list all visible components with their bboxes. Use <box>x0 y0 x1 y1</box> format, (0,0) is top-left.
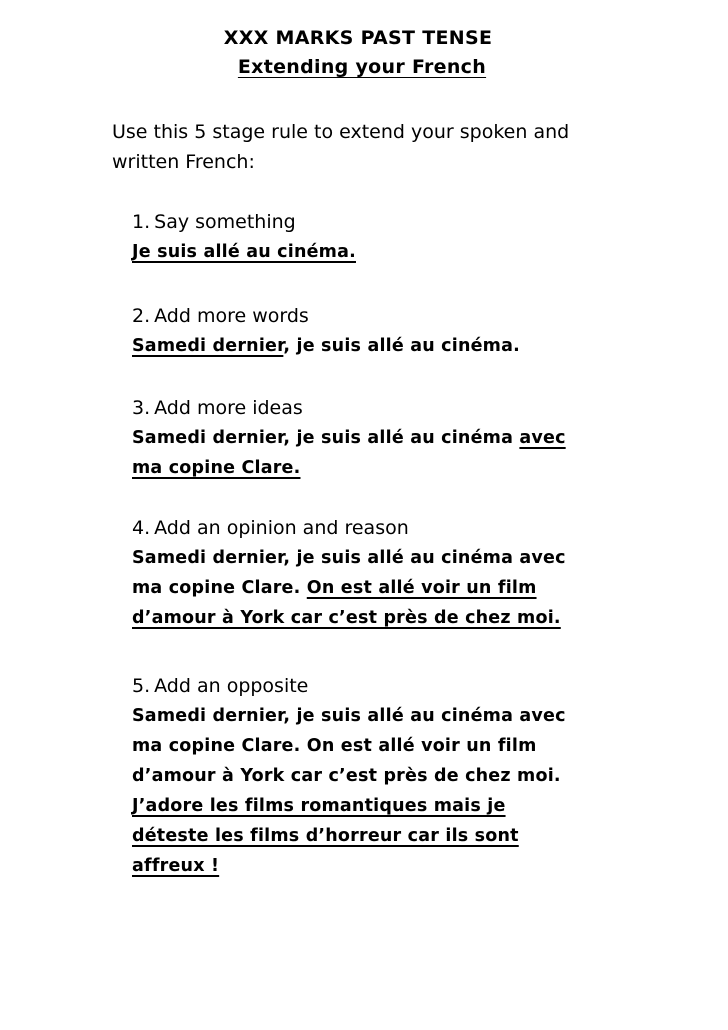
example-line <box>132 821 622 851</box>
stage-1 <box>132 207 622 267</box>
stage-example <box>132 543 622 633</box>
underlined-phrase: d’amour à York car c’est près de chez moi. <box>132 608 561 628</box>
stage-example <box>132 701 622 881</box>
example-line <box>132 331 622 361</box>
stage-5 <box>132 671 622 881</box>
example-line <box>132 237 622 267</box>
page-title: XXX MARKS PAST TENSE <box>223 27 493 49</box>
example-line <box>132 603 622 633</box>
stage-4 <box>132 513 622 633</box>
stage-example <box>132 423 622 483</box>
underlined-phrase: On est allé voir un film <box>306 578 537 598</box>
example-text: Samedi dernier, je suis allé au cinéma <box>132 428 520 448</box>
stage-heading <box>132 393 622 423</box>
example-line <box>132 791 622 821</box>
underlined-phrase: affreux ! <box>132 856 220 876</box>
stage-heading <box>132 301 622 331</box>
example-text: Samedi dernier, je suis allé au cinéma avec <box>132 548 566 568</box>
example-line <box>132 423 622 453</box>
example-line <box>132 543 622 573</box>
stage-number: 4. <box>132 517 151 539</box>
stage-example <box>132 237 622 267</box>
stage-number: 2. <box>132 305 151 327</box>
stage-number: 1. <box>132 211 151 233</box>
example-line <box>132 573 622 603</box>
underlined-phrase: Samedi dernier <box>132 336 284 356</box>
example-line <box>132 851 622 881</box>
underlined-phrase: déteste les films d’horreur car ils sont <box>132 826 519 846</box>
stage-number: 3. <box>132 397 151 419</box>
example-line <box>132 761 622 791</box>
stage-heading <box>132 513 622 543</box>
intro-paragraph <box>112 117 632 177</box>
example-text: Samedi dernier, je suis allé au cinéma avec <box>132 706 566 726</box>
stage-heading-text: Add more ideas <box>154 397 303 419</box>
example-line <box>132 453 622 483</box>
stage-heading <box>132 207 622 237</box>
underlined-phrase: J’adore les films romantiques mais je <box>132 796 506 816</box>
example-text: , je suis allé au cinéma. <box>283 336 520 356</box>
example-text: ma copine Clare. <box>132 578 307 598</box>
intro-line: Use this 5 stage rule to extend your spoken and <box>112 121 570 143</box>
stage-heading-text: Say something <box>154 211 296 233</box>
stage-heading-text: Add more words <box>154 305 309 327</box>
stage-example <box>132 331 622 361</box>
example-text: ma copine Clare. On est allé voir un film <box>132 736 537 756</box>
stage-3 <box>132 393 622 483</box>
example-text: d’amour à York car c’est près de chez moi. <box>132 766 561 786</box>
underlined-phrase: avec <box>519 428 566 448</box>
stage-number: 5. <box>132 675 151 697</box>
example-line <box>132 731 622 761</box>
stage-heading-text: Add an opinion and reason <box>154 517 409 539</box>
stage-2 <box>132 301 622 361</box>
stage-heading <box>132 671 622 701</box>
intro-line: written French: <box>112 151 255 173</box>
underlined-phrase: ma copine Clare. <box>132 458 301 478</box>
stage-heading-text: Add an opposite <box>154 675 309 697</box>
example-line <box>132 701 622 731</box>
page-subtitle: Extending your French <box>237 56 487 78</box>
underlined-phrase: Je suis allé au cinéma. <box>132 242 356 262</box>
